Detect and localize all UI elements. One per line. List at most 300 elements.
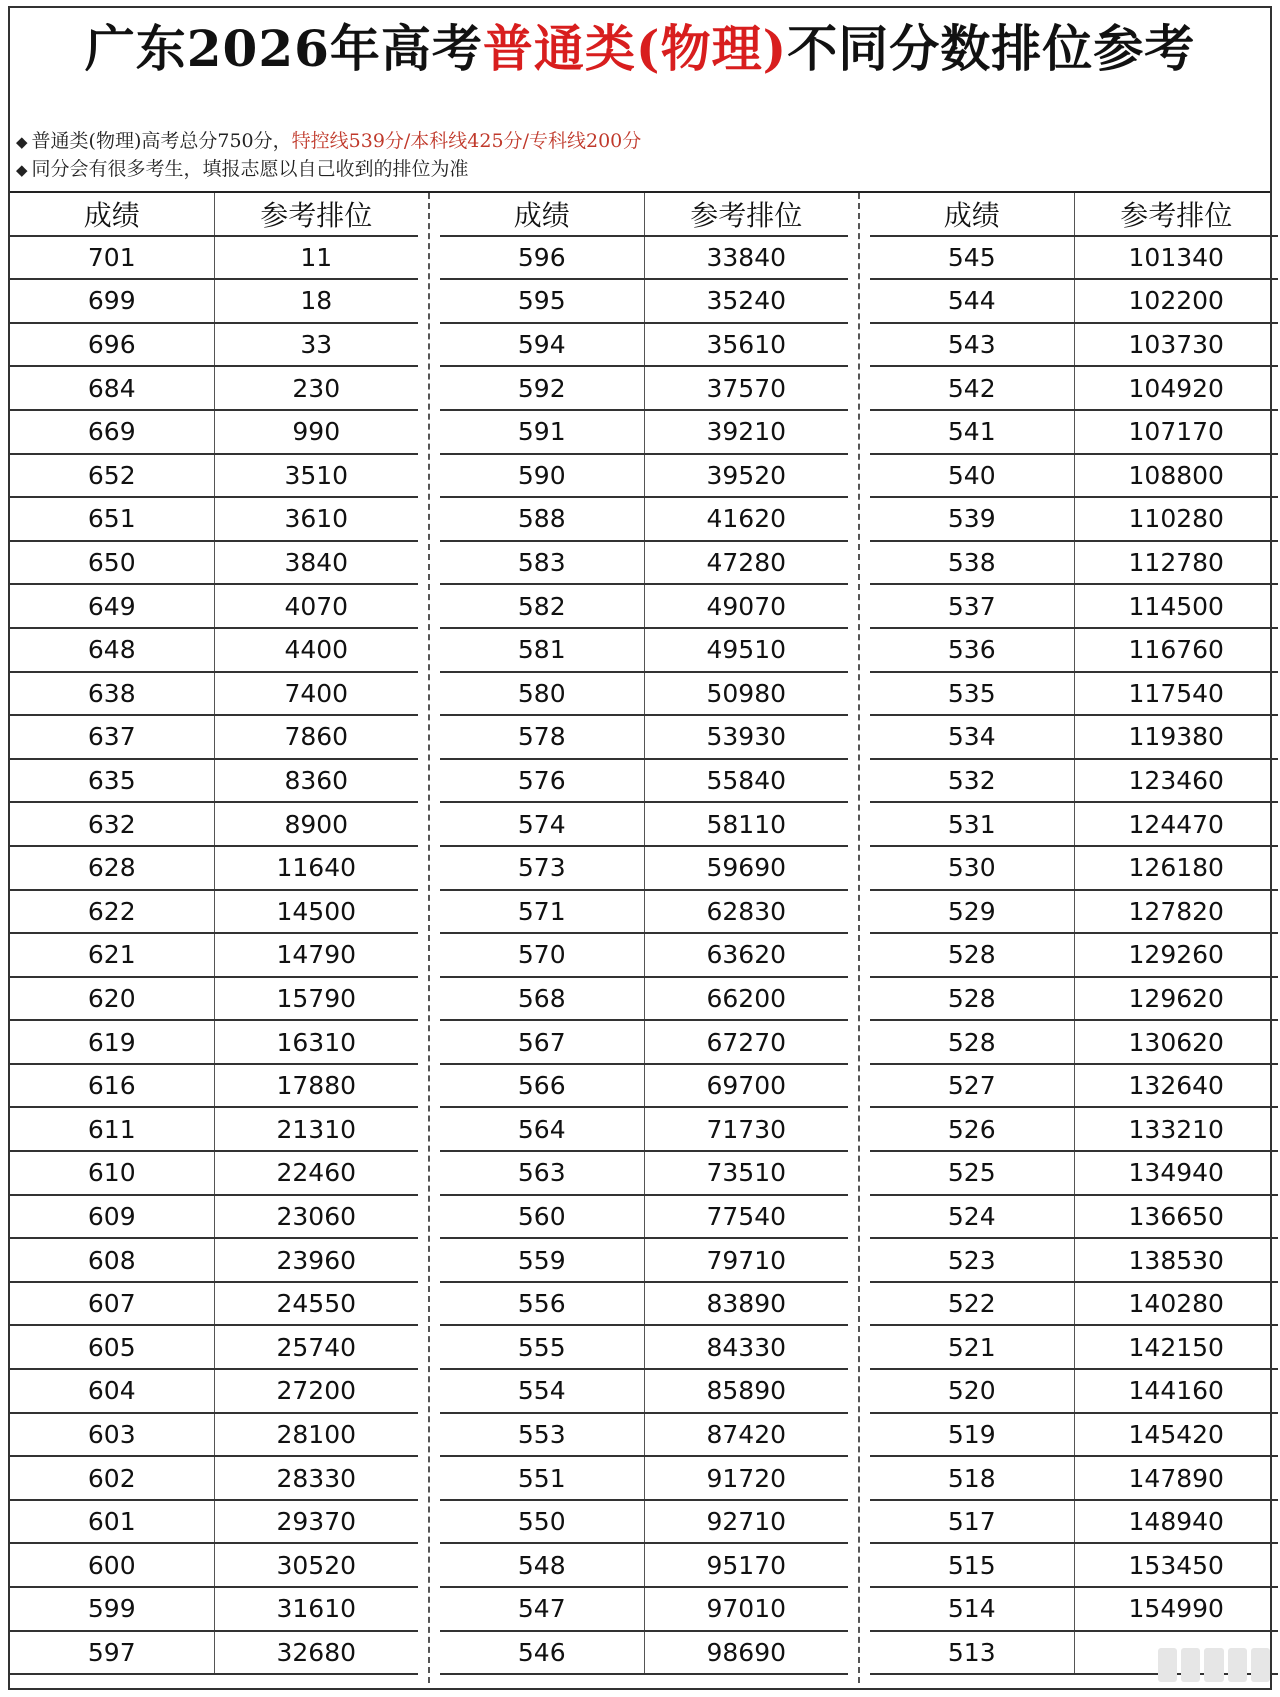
rank-cell: 14500	[214, 891, 419, 933]
score-cell: 588	[517, 504, 566, 534]
table-row	[440, 1544, 848, 1588]
table-row	[440, 324, 848, 368]
page-title	[10, 14, 1270, 84]
rank-cell: 153450	[1074, 1544, 1279, 1586]
rank-cell: 110280	[1074, 498, 1279, 540]
score-cell: 669	[87, 417, 136, 447]
score-cell: 554	[517, 1376, 566, 1406]
table-row	[870, 934, 1278, 978]
rank-cell: 116760	[1074, 629, 1279, 671]
rank-cell: 129620	[1074, 978, 1279, 1020]
rank-cell: 22460	[214, 1152, 419, 1194]
rank-cell: 33840	[644, 237, 849, 279]
score-cell: 581	[517, 635, 566, 665]
rank-cell: 129260	[1074, 934, 1279, 976]
rank-cell: 73510	[644, 1152, 849, 1194]
table-row	[870, 673, 1278, 717]
score-cell: 567	[517, 1027, 566, 1057]
score-cell: 545	[947, 242, 996, 272]
note-line-1	[16, 128, 641, 156]
rank-cell: 53930	[644, 716, 849, 758]
score-cell: 699	[87, 286, 136, 316]
score-cell: 519	[947, 1419, 996, 1449]
table-row	[440, 1196, 848, 1240]
score-cell: 517	[947, 1507, 996, 1537]
rank-cell: 28100	[214, 1414, 419, 1456]
score-cell: 595	[517, 286, 566, 316]
rank-cell: 84330	[644, 1326, 849, 1368]
header-rank: 参考排位	[1074, 193, 1279, 235]
title-highlight: 普通类(物理)	[482, 19, 788, 78]
rank-cell: 71730	[644, 1108, 849, 1150]
score-cell: 535	[947, 678, 996, 708]
score-cell: 529	[947, 896, 996, 926]
score-cell: 520	[947, 1376, 996, 1406]
rank-cell: 21310	[214, 1108, 419, 1150]
rank-cell: 35610	[644, 324, 849, 366]
score-cell: 652	[87, 460, 136, 490]
score-cell: 553	[517, 1419, 566, 1449]
score-cell: 536	[947, 635, 996, 665]
rank-cell: 140280	[1074, 1283, 1279, 1325]
rank-cell: 132640	[1074, 1065, 1279, 1107]
table-row	[10, 716, 418, 760]
rank-cell: 92710	[644, 1501, 849, 1543]
rank-cell: 3610	[214, 498, 419, 540]
rank-cell: 138530	[1074, 1239, 1279, 1281]
table-header-row	[10, 193, 418, 237]
rank-cell: 91720	[644, 1457, 849, 1499]
rank-cell: 77540	[644, 1196, 849, 1238]
score-cell: 616	[87, 1071, 136, 1101]
rank-cell: 15790	[214, 978, 419, 1020]
score-cell: 513	[947, 1637, 996, 1667]
table-header-row	[870, 193, 1278, 237]
rank-cell: 67270	[644, 1021, 849, 1063]
score-cell: 540	[947, 460, 996, 490]
header-rank: 参考排位	[644, 193, 849, 235]
score-cell: 537	[947, 591, 996, 621]
rank-cell: 130620	[1074, 1021, 1279, 1063]
score-cell: 522	[947, 1289, 996, 1319]
rank-cell: 7860	[214, 716, 419, 758]
score-cell: 601	[87, 1507, 136, 1537]
table-row	[10, 498, 418, 542]
header-score: 成绩	[943, 198, 1000, 232]
table-row	[10, 934, 418, 978]
rank-cell: 127820	[1074, 891, 1279, 933]
score-cell: 578	[517, 722, 566, 752]
table-row	[440, 1283, 848, 1327]
rank-cell: 23960	[214, 1239, 419, 1281]
score-cell: 564	[517, 1114, 566, 1144]
rank-cell: 126180	[1074, 847, 1279, 889]
score-cell: 521	[947, 1332, 996, 1362]
table-row	[440, 1414, 848, 1458]
note-2-text: 同分会有很多考生，填报志愿以自己收到的排位为准	[31, 158, 469, 180]
score-cell: 583	[517, 548, 566, 578]
score-cell: 591	[517, 417, 566, 447]
rank-cell: 148940	[1074, 1501, 1279, 1543]
rank-cell: 11640	[214, 847, 419, 889]
table-row	[10, 1065, 418, 1109]
rank-cell: 123460	[1074, 760, 1279, 802]
table-header-row	[440, 193, 848, 237]
table-row	[870, 847, 1278, 891]
rank-cell: 154990	[1074, 1588, 1279, 1630]
rank-cell: 50980	[644, 673, 849, 715]
table-row	[870, 542, 1278, 586]
score-rank-sheet	[8, 6, 1272, 1690]
table-row	[870, 1196, 1278, 1240]
table-row	[10, 237, 418, 281]
score-cell: 548	[517, 1550, 566, 1580]
score-cell: 563	[517, 1158, 566, 1188]
rank-cell: 23060	[214, 1196, 419, 1238]
table-row	[440, 673, 848, 717]
score-cell: 543	[947, 330, 996, 360]
table-row	[870, 1283, 1278, 1327]
score-cell: 592	[517, 373, 566, 403]
score-cell: 701	[87, 242, 136, 272]
table-row	[10, 455, 418, 499]
rank-cell: 101340	[1074, 237, 1279, 279]
score-cell: 649	[87, 591, 136, 621]
table-row	[440, 1239, 848, 1283]
table-row	[440, 978, 848, 1022]
rank-cell: 17880	[214, 1065, 419, 1107]
table-row	[440, 847, 848, 891]
rank-cell: 3510	[214, 455, 419, 497]
table-row	[10, 1283, 418, 1327]
table-row	[870, 629, 1278, 673]
rank-cell: 7400	[214, 673, 419, 715]
rank-cell: 3840	[214, 542, 419, 584]
table-row	[10, 1632, 418, 1676]
rank-cell: 230	[214, 367, 419, 409]
table-row	[440, 367, 848, 411]
rank-cell: 37570	[644, 367, 849, 409]
rank-cell: 85890	[644, 1370, 849, 1412]
table-row	[440, 1065, 848, 1109]
table-panel-1	[10, 193, 418, 1675]
table-row	[870, 1021, 1278, 1065]
table-row	[870, 1501, 1278, 1545]
rank-cell: 32680	[214, 1632, 419, 1674]
score-cell: 651	[87, 504, 136, 534]
score-cell: 528	[947, 983, 996, 1013]
rank-cell: 104920	[1074, 367, 1279, 409]
score-cell: 605	[87, 1332, 136, 1362]
rank-cell: 98690	[644, 1632, 849, 1674]
note-1-plain: 普通类(物理)高考总分750分，	[31, 130, 292, 152]
score-cell: 609	[87, 1201, 136, 1231]
rank-cell: 27200	[214, 1370, 419, 1412]
score-cell: 528	[947, 940, 996, 970]
title-part2: 不同分数排位参考	[787, 19, 1196, 78]
table-row	[870, 760, 1278, 804]
table-row	[440, 1588, 848, 1632]
table-row	[10, 1239, 418, 1283]
table-row	[10, 1588, 418, 1632]
rank-cell: 30520	[214, 1544, 419, 1586]
table-row	[870, 237, 1278, 281]
table-row	[10, 803, 418, 847]
table-row	[10, 367, 418, 411]
rank-cell: 4070	[214, 585, 419, 627]
score-cell: 608	[87, 1245, 136, 1275]
table-row	[870, 1152, 1278, 1196]
table-row	[440, 1152, 848, 1196]
score-cell: 594	[517, 330, 566, 360]
table-row	[870, 891, 1278, 935]
score-cell: 590	[517, 460, 566, 490]
table-row	[10, 1501, 418, 1545]
score-cell: 607	[87, 1289, 136, 1319]
table-row	[10, 1152, 418, 1196]
rank-cell: 79710	[644, 1239, 849, 1281]
rank-cell: 114500	[1074, 585, 1279, 627]
score-cell: 515	[947, 1550, 996, 1580]
score-cell: 547	[517, 1594, 566, 1624]
rank-cell: 66200	[644, 978, 849, 1020]
rank-cell: 990	[214, 411, 419, 453]
score-cell: 525	[947, 1158, 996, 1188]
score-cell: 571	[517, 896, 566, 926]
table-row	[870, 716, 1278, 760]
rank-cell: 136650	[1074, 1196, 1279, 1238]
score-cell: 532	[947, 766, 996, 796]
rank-cell: 55840	[644, 760, 849, 802]
rank-cell: 62830	[644, 891, 849, 933]
score-cell: 546	[517, 1637, 566, 1667]
table-row	[10, 280, 418, 324]
score-cell: 602	[87, 1463, 136, 1493]
table-row	[870, 324, 1278, 368]
rank-cell: 119380	[1074, 716, 1279, 758]
rank-cell: 95170	[644, 1544, 849, 1586]
table-row	[10, 891, 418, 935]
header-score: 成绩	[83, 198, 140, 232]
table-row	[440, 891, 848, 935]
table-row	[870, 367, 1278, 411]
table-panel-3	[870, 193, 1278, 1675]
score-cell: 556	[517, 1289, 566, 1319]
rank-cell: 28330	[214, 1457, 419, 1499]
rank-cell: 102200	[1074, 280, 1279, 322]
watermark	[1158, 1648, 1270, 1682]
rank-cell: 147890	[1074, 1457, 1279, 1499]
score-cell: 638	[87, 678, 136, 708]
rank-cell: 4400	[214, 629, 419, 671]
score-cell: 600	[87, 1550, 136, 1580]
rank-cell: 58110	[644, 803, 849, 845]
header-score: 成绩	[513, 198, 570, 232]
table-row	[10, 1370, 418, 1414]
table-row	[440, 585, 848, 629]
table-row	[440, 237, 848, 281]
table-row	[10, 324, 418, 368]
table-panel-2	[440, 193, 848, 1675]
table-row	[10, 1544, 418, 1588]
rank-cell: 103730	[1074, 324, 1279, 366]
table-row	[870, 585, 1278, 629]
score-cell: 619	[87, 1027, 136, 1057]
score-cell: 574	[517, 809, 566, 839]
score-cell: 550	[517, 1507, 566, 1537]
table-row	[440, 716, 848, 760]
score-cell: 570	[517, 940, 566, 970]
score-cell: 555	[517, 1332, 566, 1362]
table-row	[440, 629, 848, 673]
score-cell: 628	[87, 853, 136, 883]
score-cell: 559	[517, 1245, 566, 1275]
score-cell: 620	[87, 983, 136, 1013]
rank-cell: 16310	[214, 1021, 419, 1063]
rank-cell: 18	[214, 280, 419, 322]
table-row	[870, 498, 1278, 542]
title-part1: 广东2026年高考	[84, 19, 483, 78]
score-cell: 696	[87, 330, 136, 360]
score-cell: 576	[517, 766, 566, 796]
rank-cell: 29370	[214, 1501, 419, 1543]
table-row	[440, 934, 848, 978]
table-row	[440, 455, 848, 499]
table-row	[440, 1457, 848, 1501]
table-row	[440, 1021, 848, 1065]
rank-cell: 39520	[644, 455, 849, 497]
score-cell: 539	[947, 504, 996, 534]
table-row	[870, 455, 1278, 499]
score-cell: 621	[87, 940, 136, 970]
table-row	[10, 673, 418, 717]
score-cell: 528	[947, 1027, 996, 1057]
table-row	[10, 760, 418, 804]
rank-cell: 8900	[214, 803, 419, 845]
table-row	[440, 803, 848, 847]
score-cell: 599	[87, 1594, 136, 1624]
table-row	[10, 847, 418, 891]
score-cell: 542	[947, 373, 996, 403]
rank-cell: 11	[214, 237, 419, 279]
score-cell: 573	[517, 853, 566, 883]
table-row	[440, 1370, 848, 1414]
score-cell: 637	[87, 722, 136, 752]
table-row	[870, 1065, 1278, 1109]
table-row	[870, 978, 1278, 1022]
score-cell: 610	[87, 1158, 136, 1188]
table-row	[440, 1108, 848, 1152]
score-cell: 650	[87, 548, 136, 578]
score-cell: 523	[947, 1245, 996, 1275]
note-line-2	[16, 156, 641, 184]
score-cell: 551	[517, 1463, 566, 1493]
rank-cell: 33	[214, 324, 419, 366]
rank-cell: 49510	[644, 629, 849, 671]
table-row	[870, 280, 1278, 324]
table-row	[440, 498, 848, 542]
table-row	[10, 1457, 418, 1501]
rank-cell: 117540	[1074, 673, 1279, 715]
rank-cell: 14790	[214, 934, 419, 976]
rank-cell: 41620	[644, 498, 849, 540]
rank-cell: 83890	[644, 1283, 849, 1325]
rank-table	[10, 191, 1270, 1667]
table-row	[870, 1326, 1278, 1370]
rank-cell: 134940	[1074, 1152, 1279, 1194]
rank-cell: 8360	[214, 760, 419, 802]
rank-cell: 142150	[1074, 1326, 1279, 1368]
score-cell: 611	[87, 1114, 136, 1144]
table-row	[440, 1501, 848, 1545]
rank-cell: 145420	[1074, 1414, 1279, 1456]
table-row	[870, 1108, 1278, 1152]
table-row	[870, 1544, 1278, 1588]
diamond-bullet-icon: ◆	[16, 161, 28, 179]
score-cell: 632	[87, 809, 136, 839]
table-row	[440, 1326, 848, 1370]
rank-cell: 97010	[644, 1588, 849, 1630]
table-row	[440, 1632, 848, 1676]
table-row	[440, 760, 848, 804]
table-row	[870, 1457, 1278, 1501]
score-cell: 544	[947, 286, 996, 316]
score-cell: 518	[947, 1463, 996, 1493]
score-cell: 527	[947, 1071, 996, 1101]
score-cell: 635	[87, 766, 136, 796]
rank-cell: 31610	[214, 1588, 419, 1630]
rank-cell: 87420	[644, 1414, 849, 1456]
rank-cell: 39210	[644, 411, 849, 453]
rank-cell: 112780	[1074, 542, 1279, 584]
rank-cell: 124470	[1074, 803, 1279, 845]
column-separator	[858, 193, 860, 1683]
table-row	[870, 1239, 1278, 1283]
score-cell: 596	[517, 242, 566, 272]
diamond-bullet-icon: ◆	[16, 133, 28, 151]
table-row	[10, 1414, 418, 1458]
table-row	[870, 1370, 1278, 1414]
score-cell: 684	[87, 373, 136, 403]
table-row	[10, 1021, 418, 1065]
score-cell: 531	[947, 809, 996, 839]
score-cell: 514	[947, 1594, 996, 1624]
table-row	[870, 1588, 1278, 1632]
note-1-cutoffs: 特控线539分/本科线425分/专科线200分	[291, 130, 642, 152]
score-cell: 580	[517, 678, 566, 708]
notes	[16, 128, 641, 184]
table-row	[10, 585, 418, 629]
score-cell: 597	[87, 1637, 136, 1667]
rank-cell: 107170	[1074, 411, 1279, 453]
table-row	[10, 1196, 418, 1240]
score-cell: 538	[947, 548, 996, 578]
score-cell: 582	[517, 591, 566, 621]
table-row	[870, 1414, 1278, 1458]
table-row	[440, 280, 848, 324]
rank-cell: 47280	[644, 542, 849, 584]
table-row	[10, 978, 418, 1022]
rank-cell: 24550	[214, 1283, 419, 1325]
rank-cell: 108800	[1074, 455, 1279, 497]
score-cell: 622	[87, 896, 136, 926]
table-row	[10, 629, 418, 673]
rank-cell: 25740	[214, 1326, 419, 1368]
table-row	[440, 542, 848, 586]
rank-cell: 133210	[1074, 1108, 1279, 1150]
score-cell: 541	[947, 417, 996, 447]
table-row	[10, 411, 418, 455]
